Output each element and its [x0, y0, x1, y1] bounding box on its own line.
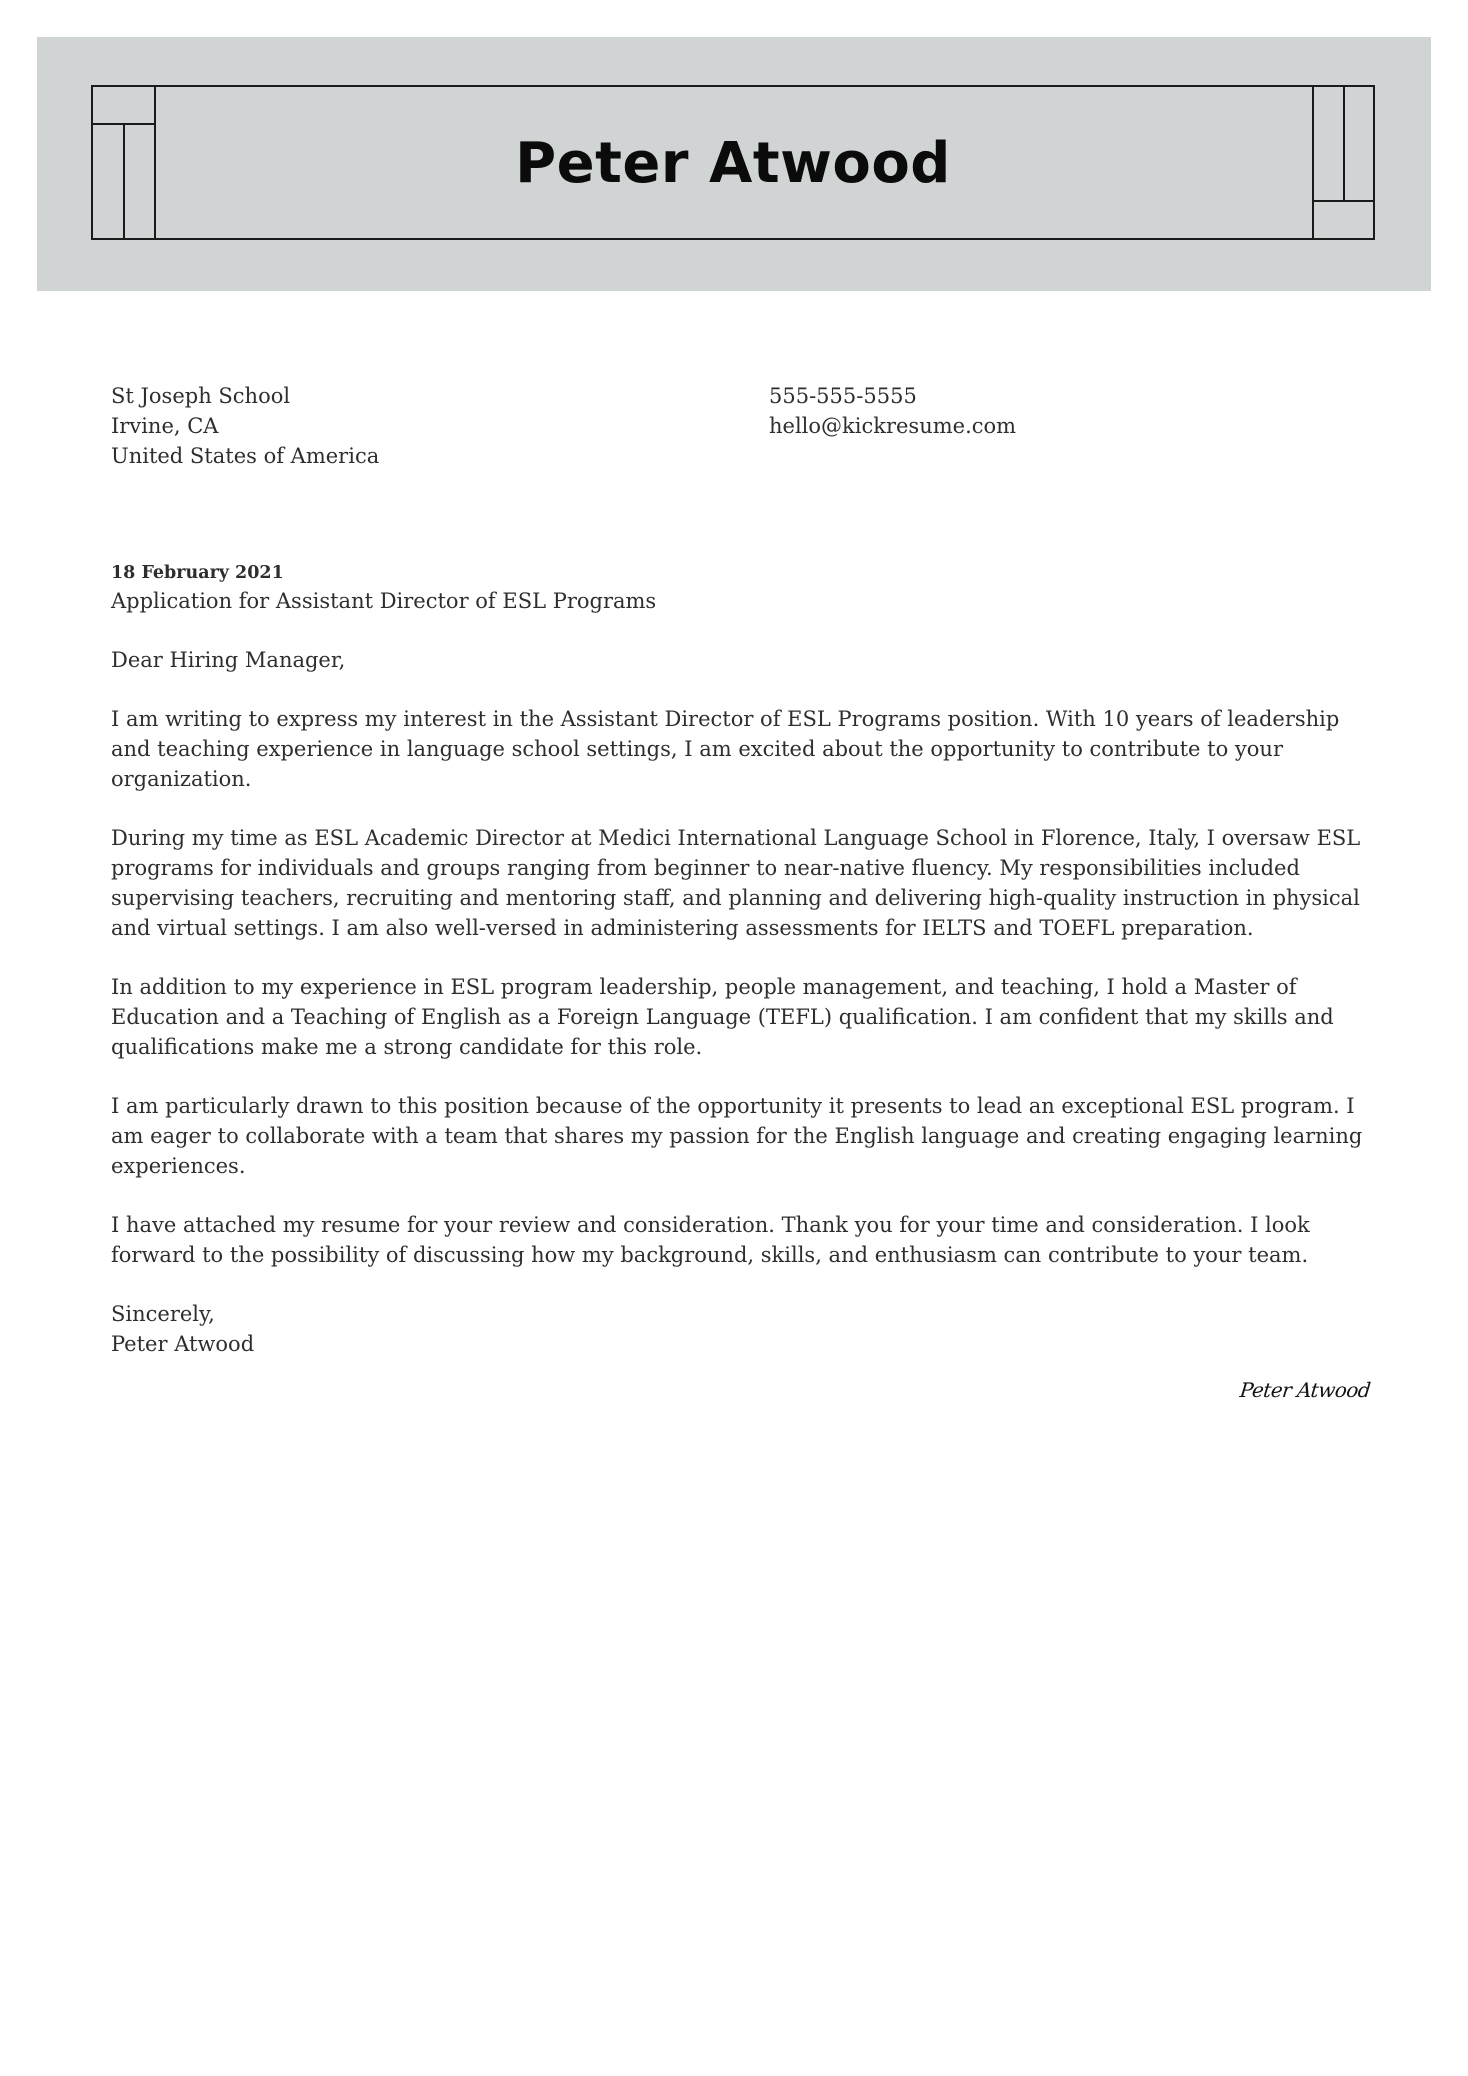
- letter-paragraph: In addition to my experience in ESL program leadership, people management, and teaching, I hold a Master of Education and a Teaching of English as a Foreign Language (TEFL) qualification. I am confident that my skills and qualifications make me a strong candidate for this role.: [111, 975, 1334, 1059]
- handwritten-signature: Peter Atwood: [1238, 1378, 1372, 1402]
- applicant-name: Peter Atwood: [515, 131, 951, 196]
- recipient-line: St Joseph School: [111, 384, 291, 408]
- phone-number: 555-555-5555: [769, 384, 917, 408]
- recipient-address: [111, 381, 379, 471]
- contact-info: [769, 381, 1016, 441]
- recipient-line: United States of America: [111, 444, 380, 468]
- email-address: hello@kickresume.com: [769, 414, 1017, 438]
- letter-closing: Sincerely,: [111, 1302, 215, 1326]
- letter-paragraph: During my time as ESL Academic Director at Medici International Language School in Florence, Italy, I oversaw ESL programs for individuals and groups ranging from beginner to near-native fluency. My responsibilities included supervising teachers, recruiting and mentoring staff, and planning and delivering high-quality instruction in physical and virtual settings. I am also well-versed in administering assessments for IELTS and TOEFL preparation.: [111, 826, 1361, 940]
- recipient-line: Irvine, CA: [111, 414, 219, 438]
- header-band: [37, 37, 1431, 291]
- letter-body: [111, 586, 1381, 1359]
- letter-greeting: Dear Hiring Manager,: [111, 648, 346, 672]
- letter-subject: Application for Assistant Director of ESL Programs: [111, 589, 657, 613]
- signoff-name: Peter Atwood: [111, 1332, 255, 1356]
- letter-paragraph: I am particularly drawn to this position because of the opportunity it presents to lead an exceptional ESL program. I am eager to collaborate with a team that shares my passion for the English language and creating engaging learning experiences.: [111, 1094, 1363, 1178]
- letter-paragraph: I have attached my resume for your review and consideration. Thank you for your time and consideration. I look forward to the possibility of discussing how my background, skills, and enthusiasm can contribute to your team.: [111, 1213, 1310, 1267]
- header-frame: [91, 85, 1375, 240]
- letter-date: 18 February 2021: [111, 563, 284, 583]
- letter-paragraph: I am writing to express my interest in the Assistant Director of ESL Programs position. With 10 years of leadership and teaching experience in language school settings, I am excited about the opportunity to contribute to your organization.: [111, 707, 1340, 791]
